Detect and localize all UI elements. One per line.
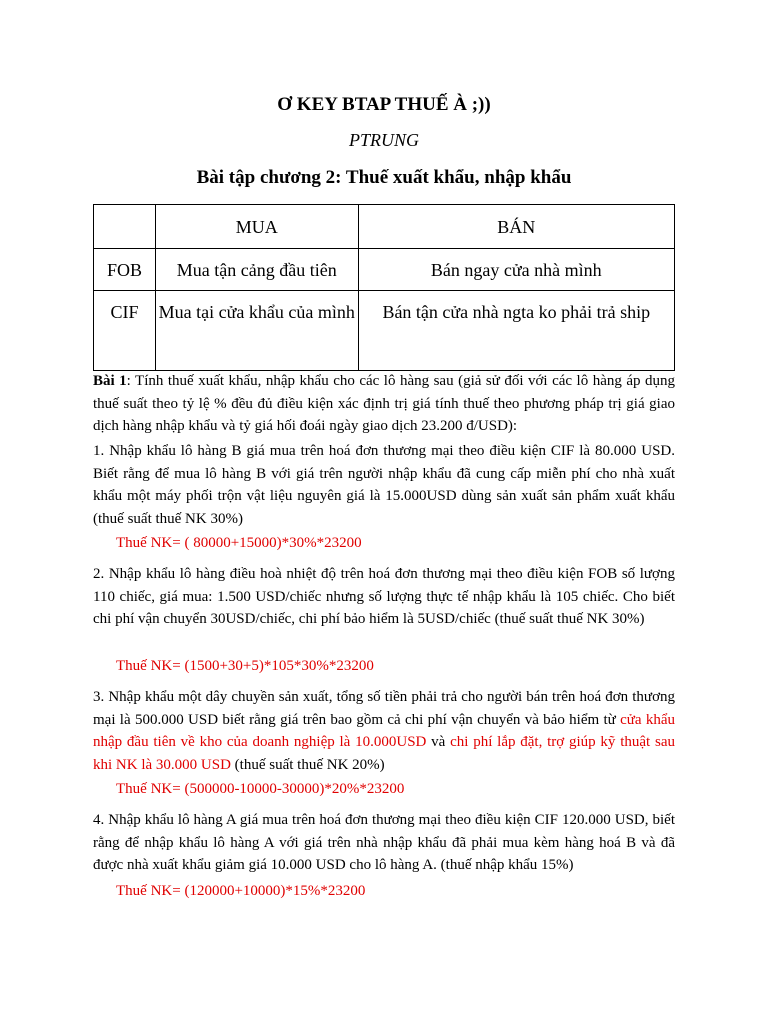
chapter-heading: Bài tập chương 2: Thuế xuất khẩu, nhập khẩu	[196, 167, 572, 188]
problem-3-highlight-1: cửa khẩu nhập đầu tiên về kho của doanh nghiệp là 10.000USD	[93, 711, 675, 750]
author-name: PTRUNG	[348, 130, 419, 150]
table-cell-mua: Mua tại cửa khẩu của mình	[155, 291, 358, 371]
problem-3-answer: Thuế NK= (500000-10000-30000)*20%*23200	[116, 781, 405, 797]
exercise-intro-text: : Tính thuế xuất khẩu, nhập khẩu cho các lô hàng sau (giả sử đối với các lô hàng áp dụng thuế suất theo tỷ lệ % đều đủ điều kiện xác định trị giá tính thuế theo phương pháp trị giá giao dịch hàng nhập khẩu và tỷ giá hối đoái ngày giao dịch 23.200 đ/USD):	[93, 373, 675, 434]
problem-1-answer: Thuế NK= ( 80000+15000)*30%*23200	[116, 535, 362, 551]
exercise-intro	[93, 370, 675, 438]
problem-3-highlight-2: chi phí lắp đặt, trợ giúp kỹ thuật sau khi NK là 30.000 USD	[93, 734, 675, 773]
table-cell-term: CIF	[94, 291, 156, 371]
table-cell-term: FOB	[94, 249, 156, 291]
table-header-ban: BÁN	[358, 205, 674, 249]
table-cell-mua: Mua tận cảng đầu tiên	[155, 249, 358, 291]
problem-3-text	[93, 686, 675, 776]
table-row-fob	[94, 249, 675, 291]
problem-3-text-b: và	[426, 734, 451, 750]
table-header-row	[94, 205, 675, 249]
table-cell-ban: Bán ngay cửa nhà mình	[358, 249, 674, 291]
problem-4-answer: Thuế NK= (120000+10000)*15%*23200	[116, 883, 366, 899]
table-cell-ban: Bán tận cửa nhà ngta ko phải trả ship	[358, 291, 674, 371]
problem-2-answer: Thuế NK= (1500+30+5)*105*30%*23200	[116, 658, 374, 674]
problem-2-text: 2. Nhập khẩu lô hàng điều hoà nhiệt độ trên hoá đơn thương mại theo điều kiện FOB số lượng 110 chiếc, giá mua: 1.500 USD/chiếc nhưng số lượng thực tế nhập khẩu là 105 chiếc. Cho biết chi phí vận chuyển 30USD/chiếc, chi phí bảo hiểm là 5USD/chiếc (thuế suất thuế NK 30%)	[93, 566, 675, 627]
problem-1-text: 1. Nhập khẩu lô hàng B giá mua trên hoá đơn thương mại theo điều kiện CIF là 80.000 USD. Biết rằng để mua lô hàng B với giá trên người nhập khẩu đã cung cấp miễn phí cho nhà xuất khẩu một máy phối trộn vật liệu nguyên giá là 15.000USD dùng sản xuất sản phẩm xuất khẩu (thuế suất thuế NK 30%)	[93, 443, 675, 527]
problem-4-text: 4. Nhập khẩu lô hàng A giá mua trên hoá đơn thương mại theo điều kiện CIF 120.000 USD, biết rằng để nhập khẩu lô hàng A với giá trên nhà nhập khẩu đã phải mua kèm hàng hoá B và đã được nhà xuất khẩu giảm giá 10.000 USD cho lô hàng A. (thuế nhập khẩu 15%)	[93, 812, 675, 873]
exercise-label: Bài 1	[93, 373, 127, 389]
incoterms-table	[93, 204, 675, 371]
table-corner-cell	[94, 205, 156, 249]
problem-3-text-a: 3. Nhập khẩu một dây chuyền sản xuất, tổng số tiền phải trả cho người bán trên hoá đơn thương mại là 500.000 USD biết rằng giá trên bao gồm cả chi phí vận chuyển và bảo hiểm từ	[93, 689, 675, 728]
document-title: Ơ KEY BTAP THUẾ À ;))	[277, 94, 491, 115]
problem-3-text-c: (thuế suất thuế NK 20%)	[230, 756, 385, 773]
table-header-mua: MUA	[155, 205, 358, 249]
table-row-cif	[94, 291, 675, 371]
